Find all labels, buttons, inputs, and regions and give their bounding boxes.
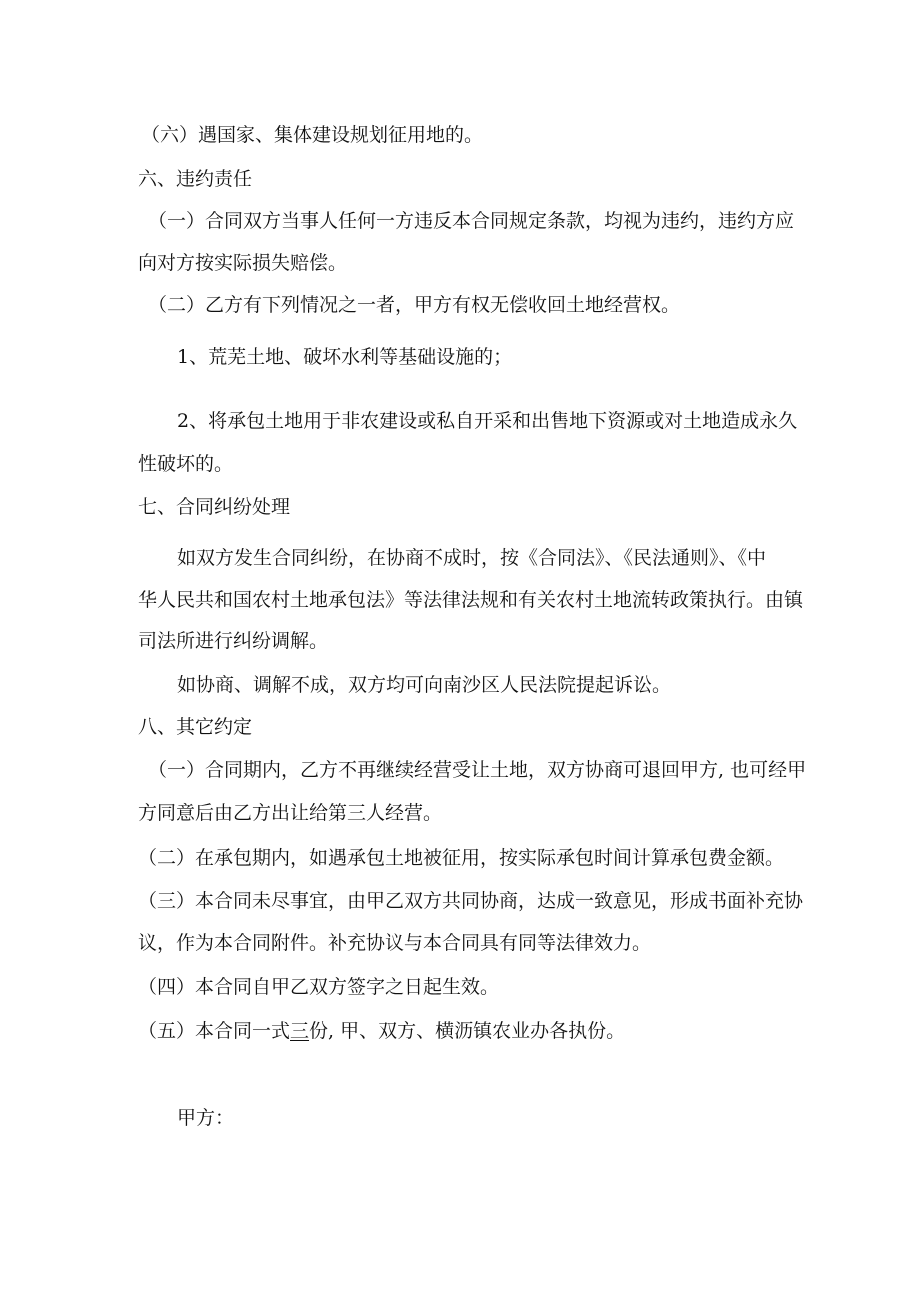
other-clause-5 [138, 1020, 625, 1042]
clause-5-text-before: （五）本合同一式 [138, 1020, 291, 1042]
clause-5-copies-count: 三 [290, 1020, 310, 1042]
clause-6-item-6: （六）遇国家、集体建设规划征用地的。 [141, 124, 484, 146]
breach-sub-item-1: 1、荒芜土地、破坏水利等基础设施的； [177, 346, 513, 368]
breach-clause-1-line-1: （一）合同双方当事人任何一方违反本合同规定条款，均视为违约，违约方应 [148, 210, 795, 232]
section-8-heading: 八、其它约定 [138, 716, 253, 738]
breach-sub-item-2-line-1: 2、将承包土地用于非农建设或私自开采和出售地下资源或对土地造成永久 [177, 410, 798, 432]
other-clause-3-line-2: 议，作为本合同附件。补充协议与本合同具有同等法律效力。 [138, 932, 652, 954]
litigation-paragraph: 如协商、调解不成，双方均可向南沙区人民法院提起诉讼。 [177, 674, 672, 696]
section-6-heading: 六、违约责任 [138, 168, 253, 190]
section-7-heading: 七、合同纠纷处理 [138, 496, 291, 518]
party-a-signature-label: 甲方： [177, 1107, 235, 1129]
breach-clause-2: （二）乙方有下列情况之一者，甲方有权无偿收回土地经营权。 [148, 294, 681, 316]
other-clause-2: （二）在承包期内，如遇承包土地被征用，按实际承包时间计算承包费金额。 [138, 847, 785, 869]
clause-5-text-after: 份, 甲、双方、横沥镇农业办各执份。 [309, 1020, 626, 1042]
breach-sub-item-2-line-2: 性破坏的。 [138, 453, 234, 475]
other-clause-4: （四）本合同自甲乙双方签字之日起生效。 [138, 976, 500, 998]
other-clause-1-line-1: （一）合同期内，乙方不再继续经营受让土地，双方协商可退回甲方, 也可经甲 [148, 759, 807, 781]
dispute-paragraph-line-3: 司法所进行纠纷调解。 [138, 630, 329, 652]
other-clause-1-line-2: 方同意后由乙方出让给第三人经营。 [138, 802, 443, 824]
breach-clause-1-line-2: 向对方按实际损失赔偿。 [138, 252, 348, 274]
dispute-paragraph-line-2: 华人民共和国农村土地承包法》等法律法规和有关农村土地流转政策执行。由镇 [138, 589, 804, 611]
dispute-paragraph-line-1: 如双方发生合同纠纷，在协商不成时，按《合同法》、《民法通则》、《中 [177, 547, 767, 569]
other-clause-3-line-1: （三）本合同未尽事宜，由甲乙双方共同协商，达成一致意见，形成书面补充协 [138, 890, 804, 912]
